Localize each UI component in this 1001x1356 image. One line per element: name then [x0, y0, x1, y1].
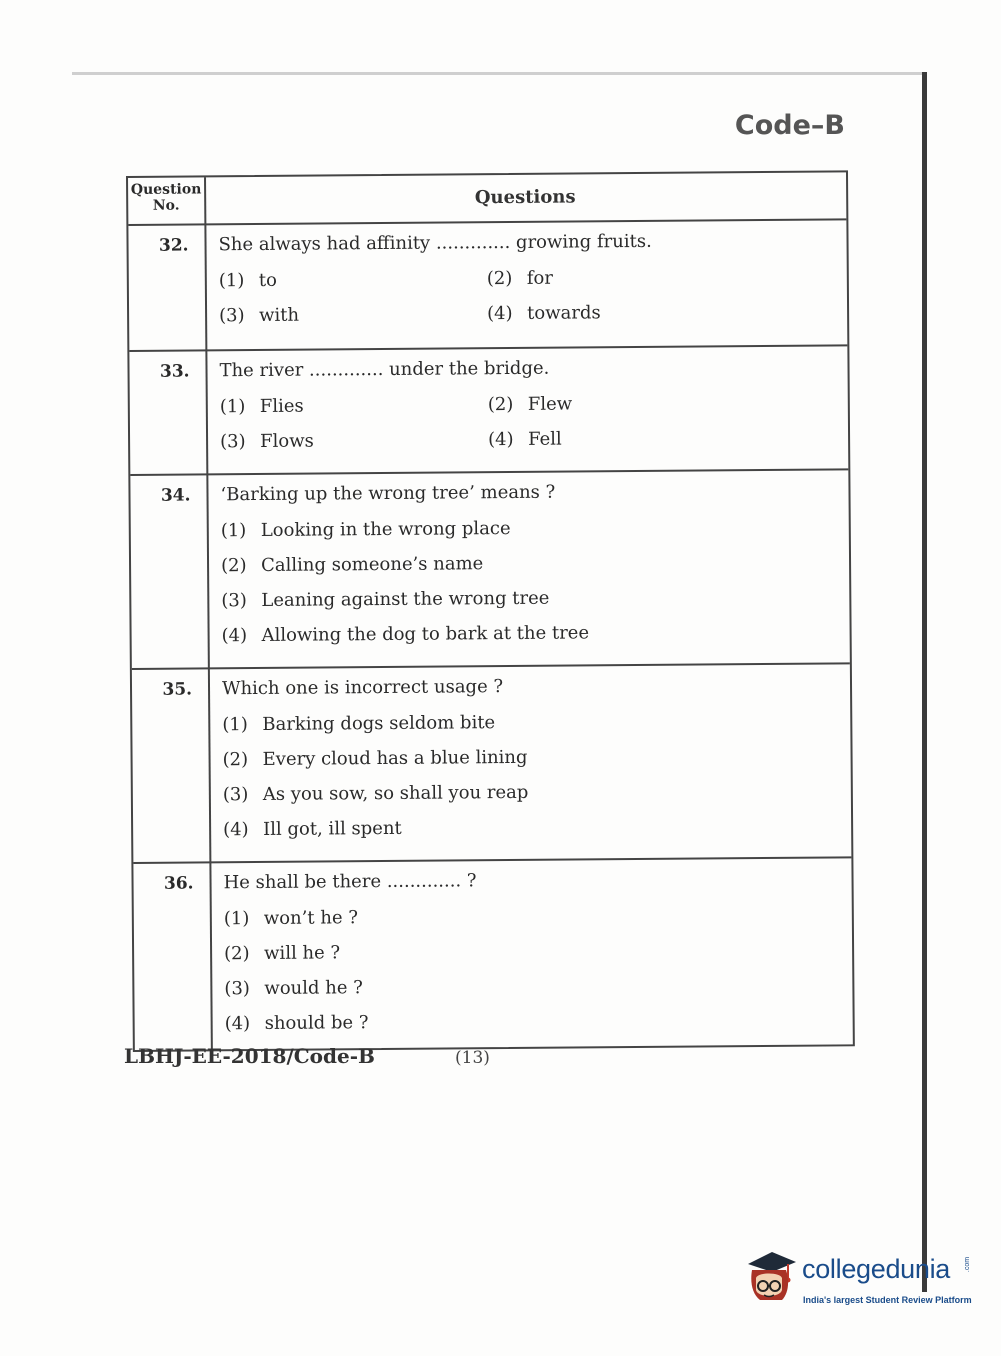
question-row	[130, 468, 850, 668]
option-number: (1)	[219, 396, 246, 418]
option-text: with	[259, 304, 300, 326]
option-text: towards	[527, 302, 601, 324]
option-number: (2)	[487, 393, 514, 416]
option-number: (3)	[220, 431, 246, 453]
logo-com-suffix: .com	[964, 1256, 972, 1273]
question-row	[129, 344, 848, 474]
collegedunia-logo[interactable]	[742, 1248, 972, 1318]
question-number: 33.	[159, 361, 190, 382]
option-text: will he ?	[264, 942, 341, 964]
option	[225, 1012, 369, 1034]
page-edge-shadow	[922, 72, 927, 1292]
option-number: (1)	[222, 714, 248, 736]
question-no-header-line1: Question	[130, 181, 202, 198]
option	[221, 518, 511, 541]
questions-header: Questions	[474, 186, 576, 209]
option	[220, 396, 304, 418]
question-number: 36.	[163, 873, 194, 894]
option-text: Calling someone’s name	[260, 553, 484, 576]
option-number: (2)	[224, 943, 250, 965]
option	[224, 942, 340, 964]
option-number: (4)	[487, 428, 514, 451]
option	[488, 429, 562, 451]
option	[220, 431, 314, 453]
option-number: (4)	[224, 1013, 251, 1035]
logo-tagline: India's largest Student Review Platform	[803, 1295, 972, 1305]
option-number: (4)	[223, 819, 249, 841]
option-number: (1)	[218, 270, 245, 292]
option	[224, 907, 358, 929]
question-no-header-line2: No.	[152, 197, 180, 214]
option	[224, 977, 363, 999]
logo-wordmark: collegedunia	[802, 1254, 951, 1284]
question-text: He shall be there ............. ?	[223, 870, 477, 894]
option-text: Flows	[260, 430, 314, 452]
question-no-header	[128, 177, 204, 224]
option-text: Fell	[527, 428, 562, 450]
option-text: Flies	[259, 395, 304, 417]
mascot-icon	[742, 1248, 800, 1312]
table-header	[128, 172, 846, 226]
option	[487, 302, 601, 324]
questions-table	[126, 170, 855, 1052]
question-row	[128, 220, 847, 350]
question-text: She always had affinity ............. growing fruits.	[218, 230, 652, 256]
option	[219, 305, 299, 327]
option	[221, 588, 549, 612]
option-text: should be ?	[264, 1012, 369, 1034]
option-text: Barking dogs seldom bite	[262, 712, 496, 735]
option	[223, 747, 528, 770]
question-number: 32.	[158, 235, 189, 256]
option	[222, 712, 495, 735]
option-text: for	[526, 267, 554, 289]
top-rule	[72, 72, 924, 75]
option	[223, 818, 402, 840]
option-text: would he ?	[264, 977, 363, 999]
option-text: As you sow, so shall you reap	[262, 781, 529, 805]
option-number: (1)	[223, 908, 250, 930]
option-number: (1)	[220, 520, 247, 542]
option	[219, 270, 277, 291]
option-number: (3)	[222, 784, 249, 806]
option-text: Leaning against the wrong tree	[261, 587, 550, 611]
page-code-title: Code–B	[734, 110, 845, 141]
option-text: won’t he ?	[263, 907, 359, 929]
option-number: (2)	[220, 555, 247, 577]
option	[223, 782, 529, 805]
option-text: Looking in the wrong place	[260, 517, 511, 541]
option-number: (2)	[222, 749, 249, 771]
question-row	[133, 856, 852, 1050]
option	[487, 268, 553, 290]
option-text: Allowing the dog to bark at the tree	[261, 622, 590, 646]
option-text: to	[258, 269, 277, 291]
option-number: (3)	[224, 978, 250, 1000]
option-number: (2)	[486, 267, 513, 290]
footer-code: LBHJ-EE-2018/Code-B	[124, 1044, 375, 1068]
option-number: (4)	[487, 302, 513, 325]
option-number: (4)	[221, 625, 248, 647]
option-number: (3)	[219, 305, 245, 327]
option-text: Every cloud has a blue lining	[262, 746, 528, 770]
option-text: Flew	[527, 393, 573, 415]
question-number: 34.	[160, 485, 191, 506]
question-text: ‘Barking up the wrong tree’ means ?	[220, 481, 556, 506]
option-number: (3)	[221, 590, 247, 612]
option	[221, 553, 483, 576]
question-number: 35.	[162, 679, 193, 700]
page-number: (13)	[455, 1048, 490, 1068]
option-text: Ill got, ill spent	[263, 817, 402, 840]
option	[222, 622, 590, 646]
question-text: The river ............. under the bridge.	[219, 357, 550, 382]
question-text: Which one is incorrect usage ?	[221, 676, 504, 700]
question-row	[132, 662, 852, 862]
option	[488, 394, 572, 416]
